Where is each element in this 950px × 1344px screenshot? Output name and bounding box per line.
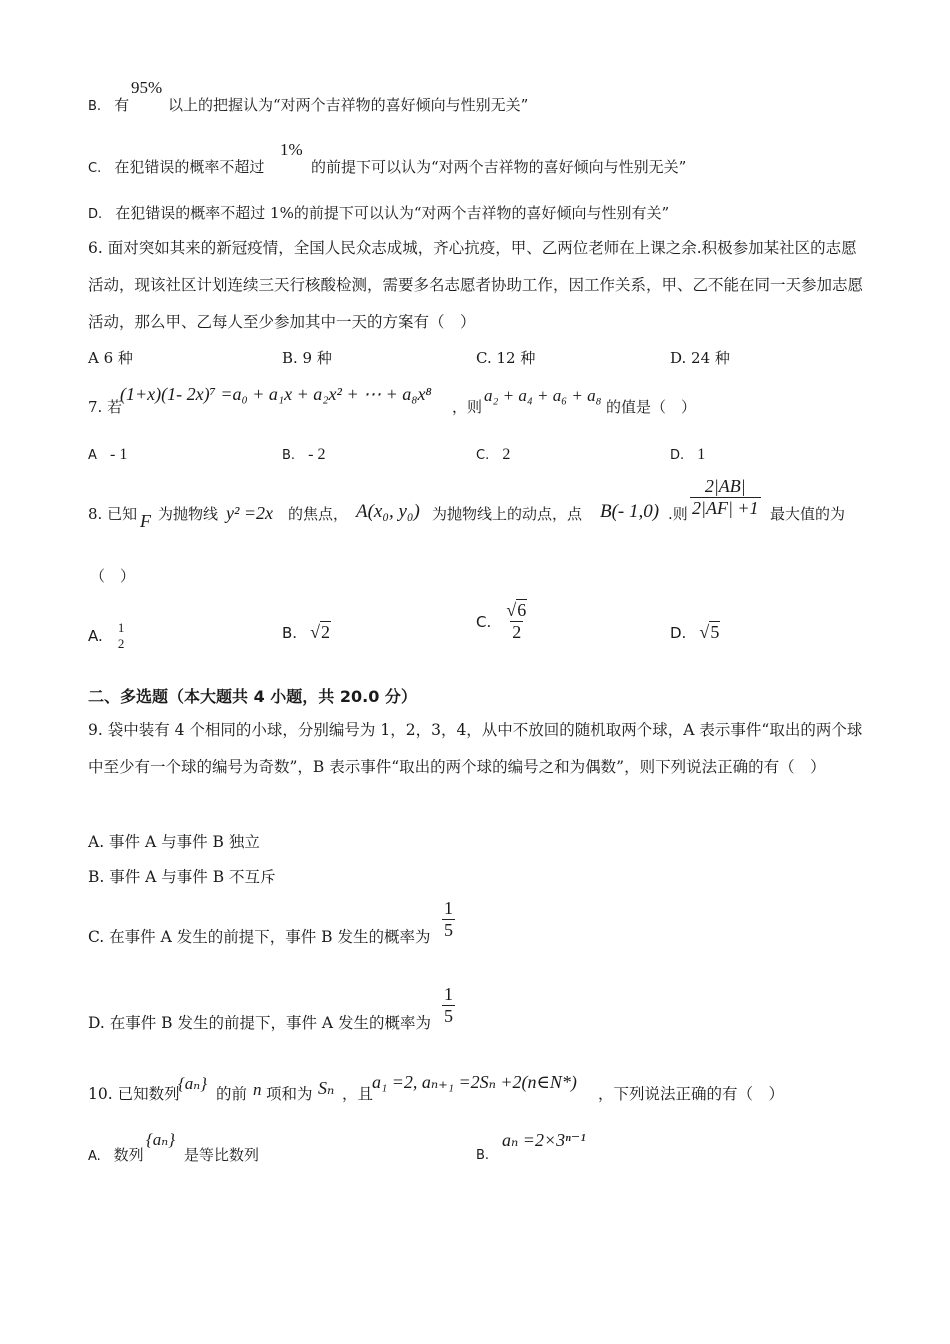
fraction-numerator: 1 (444, 984, 453, 1004)
q10-option-b-expr: aₙ =2×3ⁿ⁻¹ (502, 1130, 586, 1150)
q7-expression: (1+x)(1- 2x)⁷ =a₀ + a₁x + a₂x² + ⋯ + a₈x⁸ (120, 384, 432, 404)
q8-prefix: 8. 已知 (88, 505, 138, 523)
q7-option-c (476, 444, 510, 464)
q6-option-d: D. 24 种 (670, 349, 730, 367)
option-prefix: 有 (114, 96, 130, 114)
radicand: 6 (517, 600, 527, 620)
q10-option-a-seq: {aₙ} (146, 1130, 175, 1149)
q8-text-4: .则 (668, 505, 688, 523)
q8-option-a (88, 620, 126, 652)
q7-option-d (670, 444, 705, 464)
q9-option-a: A. 事件 A 与事件 B 独立 (88, 833, 260, 851)
option-prefix: 在犯错误的概率不超过 (114, 158, 265, 176)
section-title: 二、多选题（本大题共 4 小题，共 20.0 分） (88, 687, 417, 706)
q10-text-1: 的前 (216, 1085, 248, 1103)
q7-sum: a₂ + a₄ + a₆ + a₈ (484, 386, 602, 405)
q8-text-2: 的焦点， (288, 505, 349, 523)
q8-point-b: B(- 1,0) (600, 501, 660, 522)
fraction-numerator: 1 (444, 898, 453, 918)
q10-option-a (88, 1144, 144, 1165)
q5-option-d (88, 202, 669, 223)
q10-option-b (476, 1144, 497, 1163)
q5-option-c-text: 的前提下可以认为“对两个吉祥物的喜好倾向与性别无关” (311, 158, 687, 176)
option-label: C. (476, 448, 490, 463)
option-denominator: 2 (512, 622, 522, 642)
q8-text-1: 为抛物线 (158, 505, 219, 523)
q5-option-b-text: 以上的把握认为“对两个吉祥物的喜好倾向与性别无关” (168, 96, 529, 114)
q9-option-d: D. 在事件 B 发生的前提下，事件 A 发生的概率为 (88, 1014, 432, 1032)
q10-text-3: ，且 (342, 1085, 374, 1103)
q8-point-a: A(x₀, y₀) (356, 501, 420, 522)
q8-option-d (670, 622, 720, 643)
q10-text-2: 项和为 (266, 1085, 313, 1103)
option-value: - 2 (308, 446, 326, 463)
option-label: B. (282, 624, 298, 642)
option-value: 2 (502, 446, 511, 463)
option-text: 在犯错误的概率不超过 1%的前提下可以认为“对两个吉祥物的喜好倾向与性别有关” (115, 204, 670, 222)
q8-text-5: 最大值的为 (770, 505, 846, 523)
q8-fraction (690, 476, 761, 519)
option-label: B. (88, 99, 102, 114)
radicand: 5 (710, 622, 720, 642)
option-label: A (88, 448, 97, 463)
fraction-denominator: 5 (444, 1006, 453, 1026)
option-value: - 1 (110, 446, 128, 463)
sqrt-icon: √6 (506, 600, 527, 620)
q9-option-d-fraction (442, 984, 455, 1027)
q9-option-c: C. 在事件 A 发生的前提下，事件 B 发生的概率为 (88, 928, 431, 946)
radicand: 2 (321, 622, 331, 642)
q5-option-c-math: 1% (280, 140, 303, 159)
q7-option-a (88, 444, 127, 464)
q5-option-c (88, 156, 264, 177)
option-value: 1 (697, 446, 706, 463)
option-label: B. (282, 448, 296, 463)
option-label: D. (88, 207, 103, 222)
q7-prefix: 7. 若 (88, 398, 123, 416)
q6-option-a: A 6 种 (88, 349, 133, 367)
q8-fraction-numerator: 2|AB| (704, 476, 746, 496)
q6-option-b: B. 9 种 (282, 349, 332, 367)
q10-option-a-text: 是等比数列 (184, 1146, 260, 1164)
q8-F: F (140, 511, 151, 531)
q7-suffix: 的值是（ ） (606, 398, 697, 416)
q6-stem: 6. 面对突如其来的新冠疫情，全国人民众志成城，齐心抗疫，甲、乙两位老师在上课之余.积极参加某社区的志愿活动，现该社区计划连续三天行核酸检测，需要多名志愿者协助工作，因工作关系，甲、乙不能在同一天参加志愿活动，那么甲、乙每人至少参加其中一天的方案有（ ） (88, 239, 864, 331)
q8-fraction-denominator: 2|AF| +1 (692, 498, 759, 518)
q7-option-b (282, 444, 325, 464)
sqrt-icon: √2 (310, 622, 331, 642)
q9-option-c-fraction (442, 898, 455, 941)
option-label: B. (476, 1148, 490, 1163)
fraction-denominator: 5 (444, 920, 453, 940)
q8-option-b (282, 622, 331, 643)
q10-n: n (253, 1080, 262, 1099)
option-prefix: 数列 (113, 1146, 144, 1164)
option-denominator: 2 (117, 636, 125, 651)
q9-stem: 9. 袋中装有 4 个相同的小球，分别编号为 1，2，3，4，从中不放回的随机取两个球，A 表示事件“取出的两个球中至少有一个球的编号为奇数”，B 表示事件“取出的两个球的编号之和为偶数”，则下列说法正确的有（ ） (88, 721, 863, 776)
option-label: C. (88, 161, 102, 176)
option-label: C. (476, 612, 492, 631)
sqrt-icon: √5 (699, 622, 720, 642)
q10-condition: a₁ =2, aₙ₊₁ =2Sₙ +2(n∈N*) (372, 1072, 577, 1092)
q10-sn: Sₙ (318, 1078, 335, 1098)
option-label: A. (88, 627, 103, 645)
q7-mid: ，则 (452, 398, 483, 416)
q5-option-b (88, 94, 129, 115)
q5-option-b-math: 95% (131, 78, 163, 97)
option-label: D. (670, 624, 687, 642)
q6-option-c: C. 12 种 (476, 349, 536, 367)
q8-option-c (476, 600, 529, 643)
q10-text-4: ，下列说法正确的有（ ） (598, 1085, 785, 1103)
q8-text-3: 为抛物线上的动点，点 (432, 505, 583, 523)
q8-parabola: y² =2x (226, 503, 274, 523)
q10-sequence: {aₙ} (178, 1074, 207, 1093)
q8-paren: （ ） (90, 567, 136, 585)
q10-prefix: 10. 已知数列 (88, 1085, 180, 1103)
q9-option-b: B. 事件 A 与事件 B 不互斥 (88, 868, 276, 886)
option-label: A. (88, 1149, 101, 1164)
option-label: D. (670, 448, 685, 463)
option-numerator: 1 (117, 620, 125, 635)
